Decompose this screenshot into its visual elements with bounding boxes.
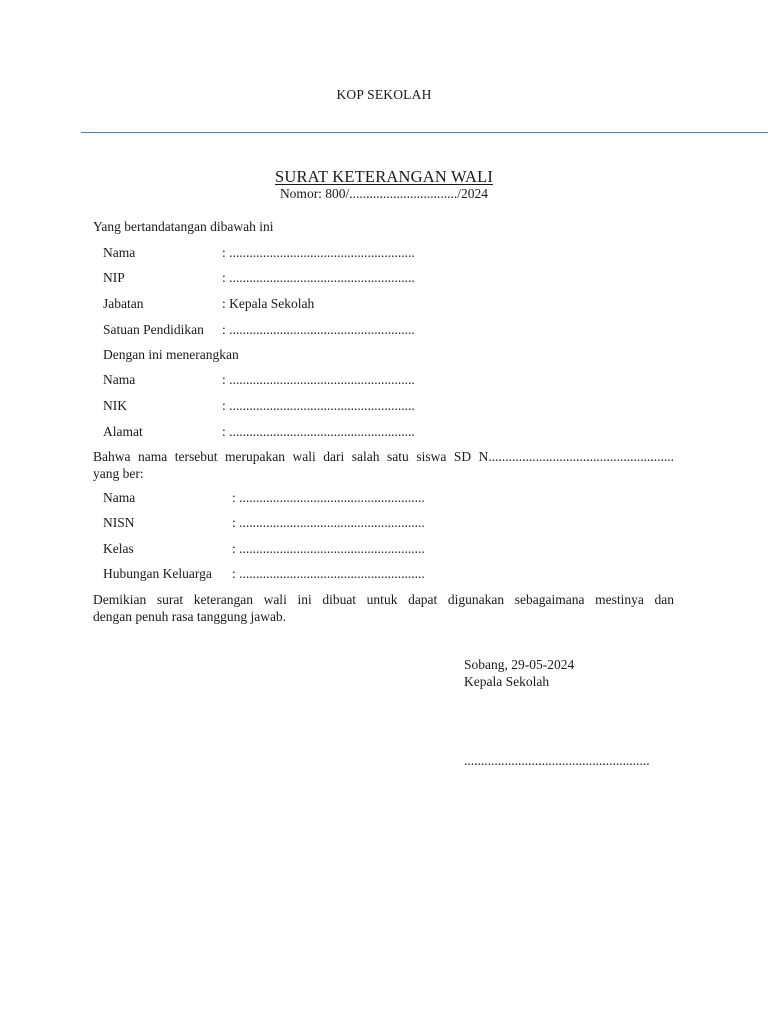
closing-line-2: dengan penuh rasa tanggung jawab. (93, 609, 287, 624)
closing-line-1: Demikian surat keterangan wali ini dibuat untuk dapat digunakan sebagaimana mestinya dan (93, 592, 674, 607)
guardian-name-label: Nama (103, 372, 136, 387)
declare-intro-text: Dengan ini menerangkan (103, 347, 239, 362)
signature-name-line: ....................................................... (464, 753, 650, 768)
student-nisn-value: : ....................................................... (232, 515, 425, 530)
guardian-nik-value: : ....................................................... (222, 398, 415, 413)
signer-nip-label: NIP (103, 270, 125, 285)
statement-line-1: Bahwa nama tersebut merupakan wali dari salah satu siswa SD N....................................................... (93, 449, 674, 464)
student-name-label: Nama (103, 490, 136, 505)
statement-paragraph (93, 448, 674, 482)
closing-paragraph (93, 591, 674, 625)
signer-position-label: Jabatan (103, 296, 144, 311)
guardian-nik-label: NIK (103, 398, 127, 413)
signer-school-label: Satuan Pendidikan (103, 322, 204, 337)
document-number: Nomor: 800/................................/2024 (279, 186, 489, 201)
signer-position-value: : Kepala Sekolah (222, 296, 315, 311)
student-name-value: : ....................................................... (232, 490, 425, 505)
statement-line-2: yang ber: (93, 466, 144, 481)
letterhead-divider (81, 132, 768, 133)
signer-school-value: : ....................................................... (222, 322, 415, 337)
signer-name-value: : ....................................................... (222, 245, 415, 260)
signature-position: Kepala Sekolah (464, 674, 550, 689)
intro-text: Yang bertandatangan dibawah ini (93, 219, 274, 234)
signature-place-date: Sobang, 29-05-2024 (464, 657, 575, 672)
student-relation-value: : ....................................................... (232, 566, 425, 581)
student-class-label: Kelas (103, 541, 134, 556)
document-title: SURAT KETERANGAN WALI (274, 167, 494, 186)
guardian-address-value: : ....................................................... (222, 424, 415, 439)
student-class-value: : ....................................................... (232, 541, 425, 556)
signer-nip-value: : ....................................................... (222, 270, 415, 285)
letterhead-title: KOP SEKOLAH (336, 87, 432, 102)
signer-name-label: Nama (103, 245, 136, 260)
guardian-address-label: Alamat (103, 424, 143, 439)
student-nisn-label: NISN (103, 515, 135, 530)
student-relation-label: Hubungan Keluarga (103, 566, 212, 581)
guardian-name-value: : ....................................................... (222, 372, 415, 387)
